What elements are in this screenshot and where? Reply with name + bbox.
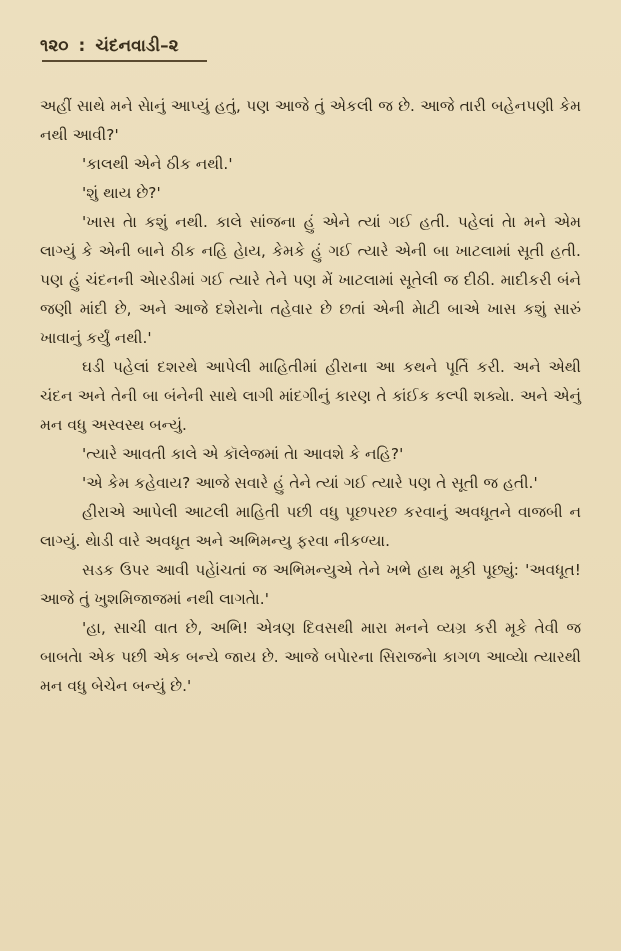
paragraph: હીરાએ આપેલી આટલી માહિતી પછી વધુ પૂછપરછ કરવાનું અવધૂતને વાજબી ન લાગ્યું. થેાડી વારે અવધૂત અને અભિમન્યુ ફરવા નીકળ્યા. — [40, 503, 581, 550]
book-title: ચંદનવાડી–૨ — [95, 36, 179, 56]
paragraph: અહીં સાથે મને સેાનું આપ્યું હતું, પણ આજે તું એકલી જ છે. આજે તારી બહેનપણી કેમ નથી આવી?' — [40, 97, 581, 144]
paragraph: સડક ઉપર આવી પહેાંચતાં જ અભિમન્યુએ તેને ખભે હાથ મૂકી પૂછ્યું: 'અવધૂત! આજે તું ખુશમિજાજમાં નથી લાગતેા.' — [40, 561, 581, 608]
running-header — [40, 36, 581, 56]
paragraph: 'ત્યારે આવતી કાલે એ કૉલેજમાં તેા આવશે કે નહિ?' — [82, 445, 404, 463]
paragraph: 'ખાસ તેા કશું નથી. કાલે સાંજના હું એને ત્યાં ગઈ હતી. પહેલાં તેા મને એમ લાગ્યું કે એની બાને ઠીક નહિ હેાય, કેમકે હું ગઈ ત્યારે એની બા ખાટલામાં સૂતી હતી. પણ હું ચંદનની એારડીમાં ગઈ ત્યારે તેને પણ મેં ખાટલામાં સૂતેલી જ દીઠી. માદીકરી બંને જણી માંદી છે, અને આજે દશેરાનેા તહેવાર છે છતાં એની મેાટી બાએ ખાસ કશું સારું ખાવાનું કર્યું નથી.' — [40, 213, 581, 347]
page-body — [40, 92, 581, 701]
header-separator: : — [78, 36, 86, 56]
paragraph: 'કાલથી એને ઠીક નથી.' — [82, 155, 233, 173]
paragraph: ઘડી પહેલાં દશરથે આપેલી માહિતીમાં હીરાના આ કથને પૂર્તિ કરી. અને એથી ચંદન અને તેની બા બંનેની સાથે લાગી માંદગીનું કારણ તે કાંઈક કલ્પી શક્યેા. અને એનું મન વધુ અસ્વસ્થ બન્યું. — [40, 358, 581, 434]
paragraph: 'હા, સાચી વાત છે, અભિ! એત્રણ દિવસથી મારા મનને વ્યગ્ર કરી મૂકે તેવી જ બાબતેા એક પછી એક બન્યે જાય છે. આજે બપેારના સિરાજનેા કાગળ આવ્યેા ત્યારથી મન વધુ બેચેન બન્યું છે.' — [40, 619, 581, 695]
paragraph: 'શું થાય છે?' — [82, 184, 161, 202]
page-number: ૧૨૦ — [40, 36, 69, 56]
paragraph: 'એ કેમ કહેવાય? આજે સવારે હું તેને ત્યાં ગઈ ત્યારે પણ તે સૂતી જ હતી.' — [82, 474, 538, 492]
header-rule — [42, 60, 207, 62]
